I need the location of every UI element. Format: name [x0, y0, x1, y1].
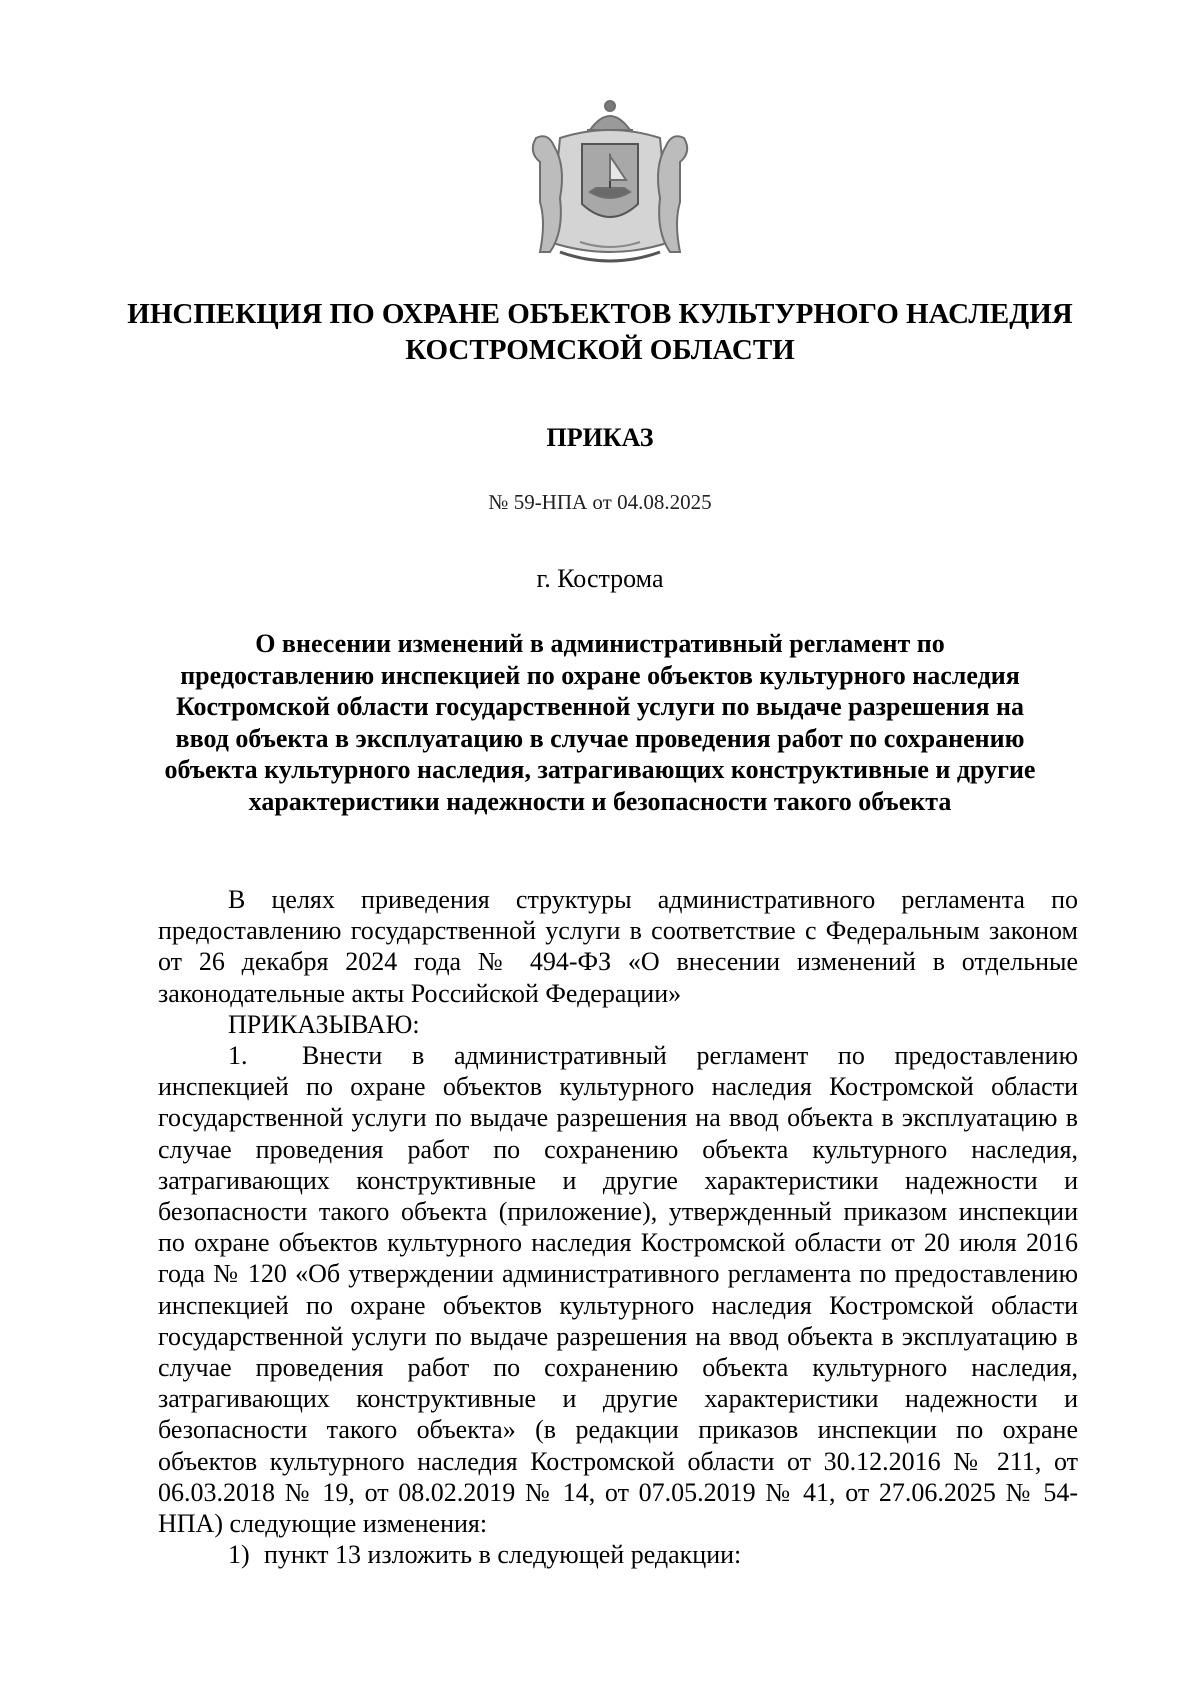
- item-1-text: Внести в административный регламент по предоставлению инспекцией по охране объектов культурного наследия Костромской области государственной услуги по выдаче разрешения на ввод объекта в эксплуатацию в случае проведения работ по сохранению объекта культурного наследия, затрагивающих конструктивные и другие характеристики надежности и безопасности такого объекта (приложение), утвержденный приказом инспекции по охране объектов культурного наследия Костромской области от 20 июля 2016 года № 120 «Об утверждении административного регламента по предоставлению инспекцией по охране объектов культурного наследия Костромской области государственной услуги по выдаче разрешения на ввод объекта в эксплуатацию в случае проведения работ по сохранению объекта культурного наследия, затрагивающих конструктивные и другие характеристики надежности и безопасности такого объекта» (в редакции приказов инспекции по охране объектов культурного наследия Костромской области от 30.12.2016 № 211, от 06.03.2018 № 19, от 08.02.2019 № 14, от 07.05.2019 № 41, от 27.06.2025 № 54-НПА) следующие изменения:: [158, 1041, 1078, 1539]
- coat-of-arms-emblem: [520, 92, 700, 270]
- item-1-number: 1.: [228, 1041, 248, 1071]
- preamble-paragraph: [158, 884, 1078, 1009]
- document-title: О внесении изменений в административный регламент по предоставлению инспекцией по охране объектов культурного наследия Костромской области государственной услуги по выдаче разрешения на ввод объекта в эксплуатацию в случае проведения работ по сохранению объекта культурного наследия, затрагивающих конструктивные и другие характеристики надежности и безопасности такого объекта: [164, 629, 1036, 816]
- item-1-paragraph: [158, 1040, 1078, 1539]
- organization-name: ИНСПЕКЦИЯ ПО ОХРАНЕ ОБЪЕКТОВ КУЛЬТУРНОГО НАСЛЕДИЯ КОСТРОМСКОЙ ОБЛАСТИ: [127, 298, 1073, 366]
- document-type: ПРИКАЗ: [546, 423, 654, 452]
- subitem-1-paragraph: [158, 1539, 1078, 1570]
- preamble-text: В целях приведения структуры административного регламента по предоставлению государственной услуги в соответствие с Федеральным законом от 26 декабря 2024 года № 494-ФЗ «О внесении изменений в отдельные законодательные акты Российской Федерации»: [158, 885, 1078, 1008]
- city: г. Кострома: [536, 564, 664, 593]
- order-word: ПРИКАЗЫВАЮ:: [228, 1009, 420, 1039]
- order-paragraph: [158, 1009, 1078, 1040]
- document-body: [158, 884, 1078, 1570]
- subitem-1-number: 1): [228, 1540, 250, 1570]
- subitem-1-text: пункт 13 изложить в следующей редакции:: [264, 1540, 742, 1570]
- document-number: № 59-НПА от 04.08.2025: [488, 490, 712, 514]
